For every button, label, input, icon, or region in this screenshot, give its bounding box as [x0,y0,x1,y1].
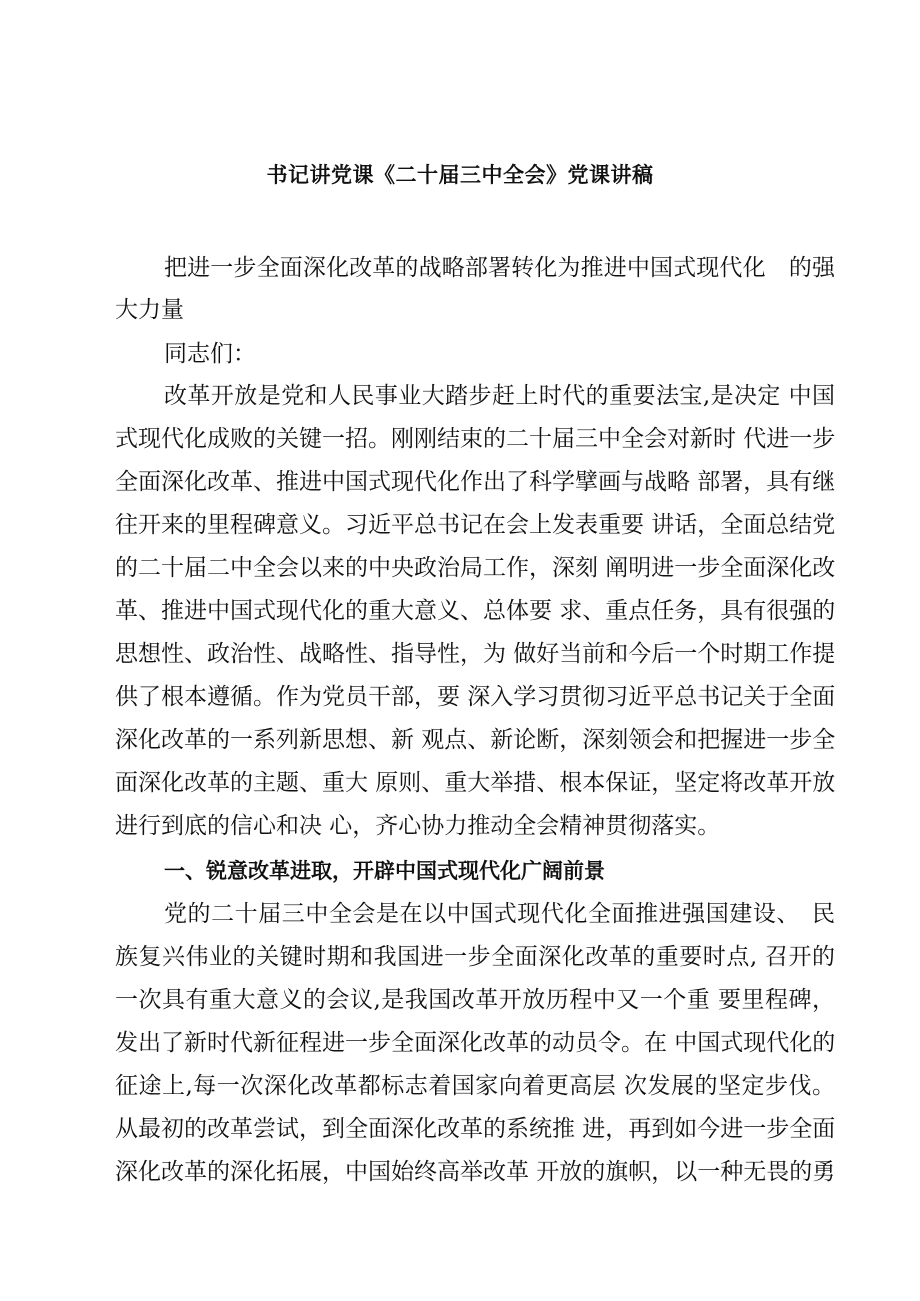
body-line: 思想性、政治性、战略性、指导性，为 做好当前和今后一个时期工作提 [115,641,835,667]
body-line: 深化改革的深化拓展，中国始终高举改革 开放的旗帜，以一种无畏的勇 [115,1159,835,1185]
body-line: 深化改革的一系列新思想、新 观点、新论断，深刻领会和把握进一步全 [115,727,835,753]
body-line: 式现代化成败的关键一招。刚刚结束的二十届三中全会对新时 代进一步 [115,426,835,452]
subtitle-line-2: 大力量 [115,297,184,323]
document-title: 书记讲党课《二十届三中全会》党课讲稿 [266,163,654,187]
body-line: 的二十届二中全会以来的中央政治局工作，深刻 阐明进一步全面深化改 [115,555,835,581]
body-line: 往开来的里程碑意义。习近平总书记在会上发表重要 讲话，全面总结党 [115,512,835,538]
body-line: 革、推进中国式现代化的重大意义、总体要 求、重点任务，具有很强的 [115,598,835,624]
body-line: 征途上,每一次深化改革都标志着国家向着更高层 次发展的坚定步伐。 [115,1073,835,1099]
body-line: 一次具有重大意义的会议,是我国改革开放历程中又一个重 要里程碑， [115,987,835,1013]
body-line: 面深化改革的主题、重大 原则、重大举措、根本保证，坚定将改革开放 [115,770,835,796]
body-line: 从最初的改革尝试，到全面深化改革的系统推 进，再到如今进一步全面 [115,1116,835,1142]
body-line: 进行到底的信心和决 心，齐心协力推动全会精神贯彻落实。 [115,813,721,839]
body-line: 党的二十届三中全会是在以中国式现代化全面推进强国建设、 民 [164,901,835,927]
body-line: 族复兴伟业的关键时期和我国进一步全面深化改革的重要时点, 召开的 [115,944,835,970]
salutation: 同志们： [164,341,256,367]
body-line: 改革开放是党和人民事业大踏步赶上时代的重要法宝,是决定 中国 [164,383,835,409]
subtitle-line-1: 把进一步全面深化改革的战略部署转化为推进中国式现代化 的强 [164,255,835,281]
body-line: 发出了新时代新征程进一步全面深化改革的动员令。在 中国式现代化的 [115,1030,835,1056]
body-line: 供了根本遵循。作为党员干部，要 深入学习贯彻习近平总书记关于全面 [115,684,835,710]
body-line: 全面深化改革、推进中国式现代化作出了科学擘画与战略 部署，具有继 [115,469,835,495]
section-heading: 一、锐意改革进取，开辟中国式现代化广阔前景 [164,859,605,883]
